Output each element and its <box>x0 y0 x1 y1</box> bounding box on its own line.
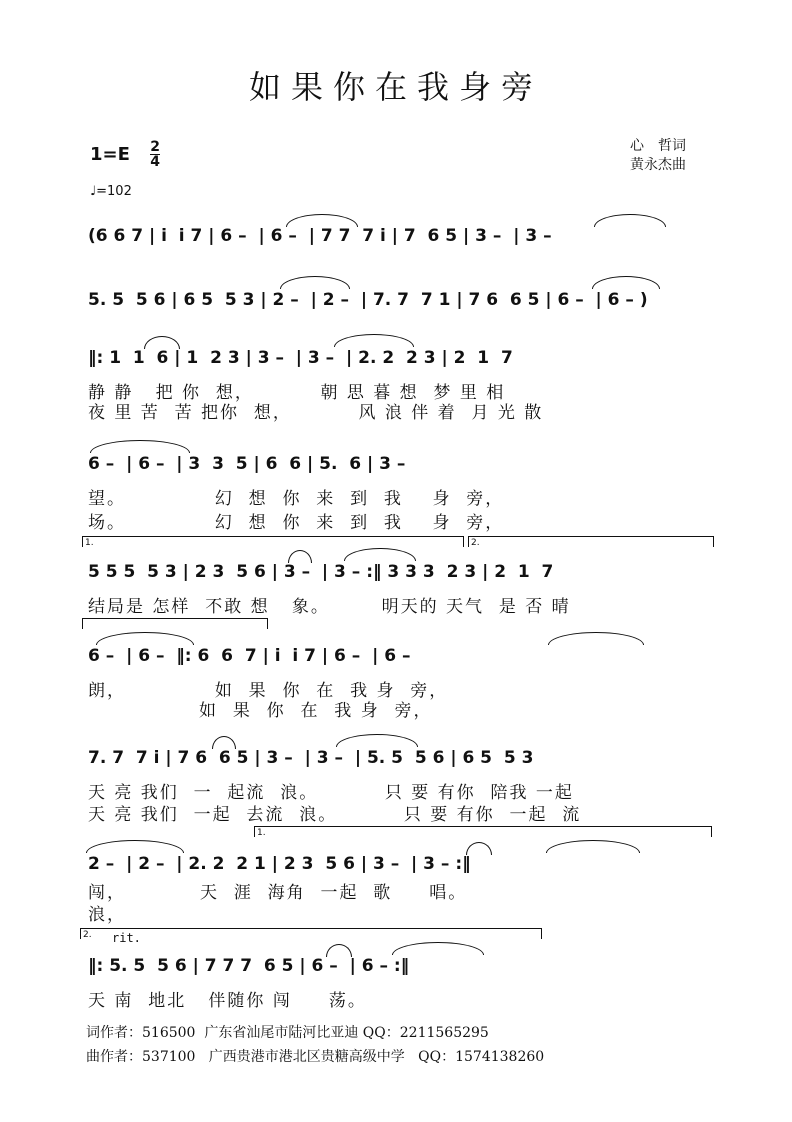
lyrics-verse-1: 天 亮 我们 一 起流 浪。 只 要 有你 陪我 一起 <box>88 783 574 803</box>
tempo-marking: ♩=102 <box>90 184 132 199</box>
meter-top: 2 <box>150 139 160 155</box>
ritardando-mark: rit. <box>112 931 141 945</box>
volta-second-label: 2. <box>471 538 480 548</box>
tie <box>326 944 352 957</box>
volta-second-label: 2. <box>83 930 92 940</box>
tie <box>344 548 416 561</box>
song-title: 如果你在我身旁 <box>248 68 543 106</box>
tie <box>336 734 418 747</box>
footer-composer-contact: 曲作者：537100 广西贵港市港北区贵糖高级中学 QQ：1574138260 <box>86 1049 545 1065</box>
lyrics-verse-1: 天 南 地北 伴随你 闯 荡。 <box>88 991 367 1011</box>
volta-first <box>254 826 712 837</box>
notes-row-3: ‖: 1 1 6 | 1 2 3 | 3 – | 3 – | 2. 2 2 3 | 2 1 7 <box>88 348 513 368</box>
lyrics-verse-2: 如 果 你 在 我 身 旁， <box>88 701 433 721</box>
volta-bracket <box>82 618 268 629</box>
volta-second <box>80 928 542 939</box>
notes-row-5: 5 5 5 5 3 | 2 3 5 6 | 3 – | 3 – :‖ 3 3 3 2 3 | 2 1 7 <box>88 562 554 582</box>
tie <box>288 550 312 563</box>
tie <box>280 276 350 289</box>
notes-row-8: 2 – | 2 – | 2. 2 2 1 | 2 3 5 6 | 3 – | 3 – :‖ <box>88 854 471 874</box>
tie <box>144 336 180 349</box>
tie <box>594 214 666 227</box>
lyrics-verse-1: 望。 幻 想 你 来 到 我 身 旁， <box>88 489 505 509</box>
key-signature <box>90 140 160 169</box>
lyrics-verse-2: 浪， <box>88 905 126 925</box>
key-label: 1=E <box>90 144 130 165</box>
tie <box>592 276 660 289</box>
tie <box>96 632 194 645</box>
tie <box>90 440 190 453</box>
notes-row-1: (6 6 7 | i i 7 | 6 – | 6 – | 7 7 7 i | 7 6 5 | 3 – | 3 – <box>88 226 552 246</box>
lyrics-verse-1: 结局是 怎样 不敢 想 象。 明天的 天气 是 否 晴 <box>88 597 571 617</box>
tie <box>548 632 644 645</box>
composer-credit: 黄永杰曲 <box>630 157 686 173</box>
time-signature <box>150 140 160 169</box>
tie <box>392 942 484 955</box>
footer-lyricist-contact: 词作者：516500 广东省汕尾市陆河比亚迪 QQ：2211565295 <box>86 1025 489 1041</box>
notes-row-9: ‖: 5. 5 5 6 | 7 7 7 6 5 | 6 – | 6 – :‖ <box>88 956 410 976</box>
volta-first-label: 1. <box>85 538 94 548</box>
meter-bottom: 4 <box>150 154 160 170</box>
lyrics-verse-1: 闯， 天 涯 海角 一起 歌 唱。 <box>88 883 468 903</box>
lyrics-verse-2: 场。 幻 想 你 来 到 我 身 旁， <box>88 513 505 533</box>
notes-row-4: 6 – | 6 – | 3 3 5 | 6 6 | 5. 6 | 3 – <box>88 454 406 474</box>
volta-second <box>468 536 714 547</box>
lyrics-verse-1: 朗， 如 果 你 在 我 身 旁， <box>88 681 449 701</box>
tie <box>86 840 184 853</box>
tie <box>212 736 236 749</box>
lyrics-verse-2: 天 亮 我们 一起 去流 浪。 只 要 有你 一起 流 <box>88 805 582 825</box>
tie <box>466 842 492 855</box>
tie <box>334 334 414 347</box>
lyrics-verse-2: 夜 里 苦 苦 把你 想， 风 浪 伴 着 月 光 散 <box>88 403 544 423</box>
tie <box>286 214 358 227</box>
notes-row-7: 7. 7 7 i | 7 6 6 5 | 3 – | 3 – | 5. 5 5 6 | 6 5 5 3 <box>88 748 534 768</box>
volta-first <box>82 536 464 547</box>
notes-row-2: 5. 5 5 6 | 6 5 5 3 | 2 – | 2 – | 7. 7 7 1 | 7 6 6 5 | 6 – | 6 – ) <box>88 290 648 310</box>
tie <box>546 840 640 853</box>
notes-row-6: 6 – | 6 – ‖: 6 6 7 | i i 7 | 6 – | 6 – <box>88 646 411 666</box>
volta-first-label: 1. <box>257 828 266 838</box>
lyricist-credit: 心 哲词 <box>630 138 686 154</box>
credits <box>630 137 686 175</box>
lyrics-verse-1: 静 静 把 你 想， 朝 思 暮 想 梦 里 相 <box>88 383 506 403</box>
